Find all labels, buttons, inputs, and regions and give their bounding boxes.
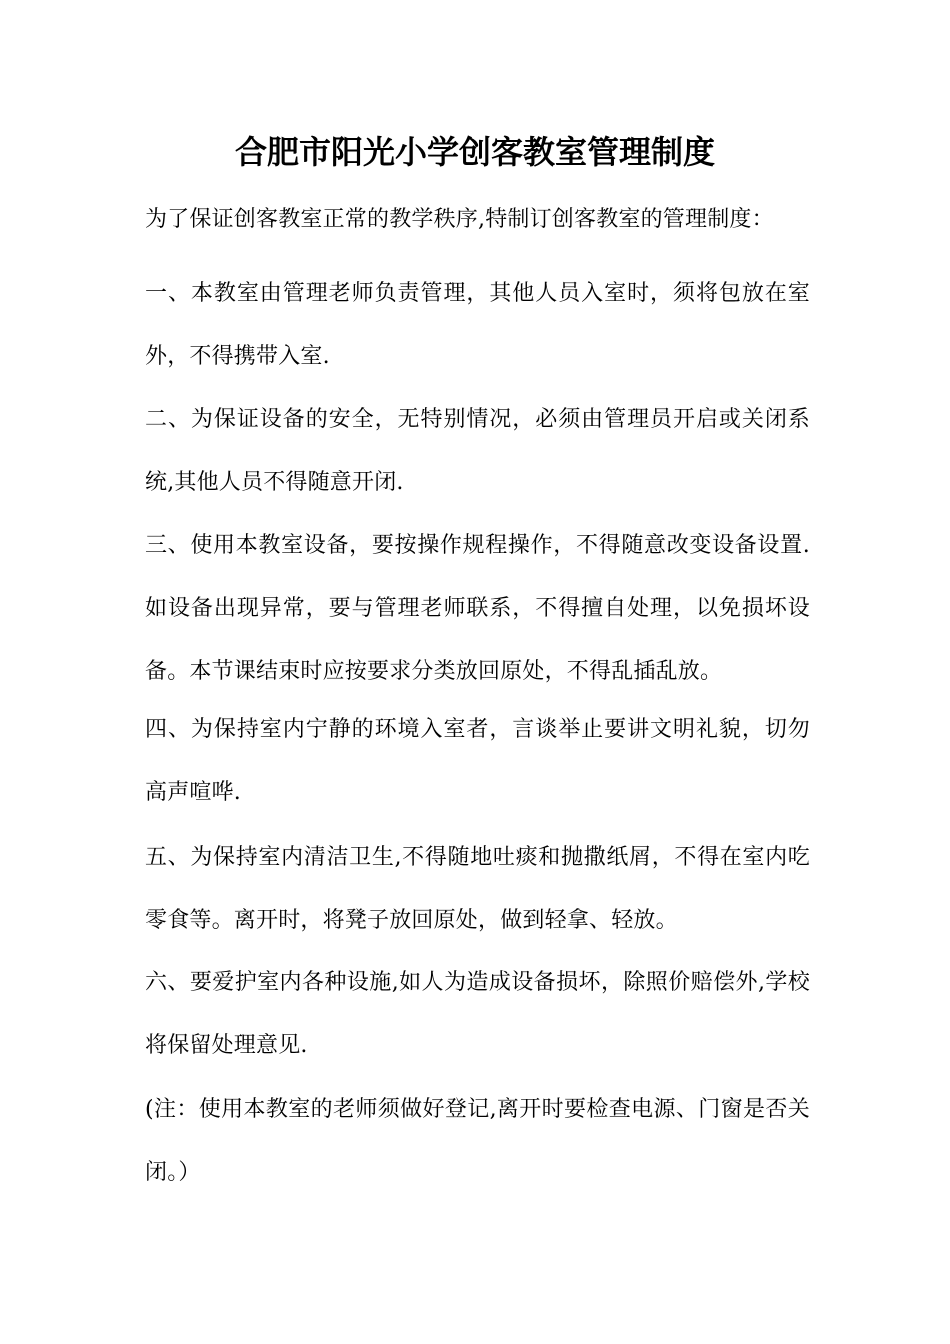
rule-5: 五、为保持室内清洁卫生,不得随地吐痰和抛撒纸屑，不得在室内吃零食等。离开时，将凳子放回原处，做到轻拿、轻放。 (145, 845, 810, 933)
rule-1: 一、本教室由管理老师负责管理，其他人员入室时，须将包放在室外，不得携带入室. (145, 281, 810, 369)
rule-2: 二、为保证设备的安全，无特别情况，必须由管理员开启或关闭系统,其他人员不得随意开闭. (145, 407, 810, 495)
document-title: 合肥市阳光小学创客教室管理制度 (234, 133, 715, 171)
rule-6: 六、要爱护室内各种设施,如人为造成设备损坏，除照价赔偿外,学校将保留处理意见. (145, 970, 810, 1058)
intro-paragraph: 为了保证创客教室正常的教学秩序,特制订创客教室的管理制度： (145, 207, 774, 232)
note-paragraph: (注：使用本教室的老师须做好登记,离开时要检查电源、门窗是否关闭。） (145, 1097, 810, 1185)
rule-3: 三、使用本教室设备，要按操作规程操作，不得随意改变设备设置.如设备出现异常，要与管理老师联系，不得擅自处理，以免损坏设备。本节课结束时应按要求分类放回原处，不得乱插乱放。 (145, 533, 810, 684)
rule-4: 四、为保持室内宁静的环境入室者，言谈举止要讲文明礼貌，切勿高声喧哗. (145, 717, 810, 805)
